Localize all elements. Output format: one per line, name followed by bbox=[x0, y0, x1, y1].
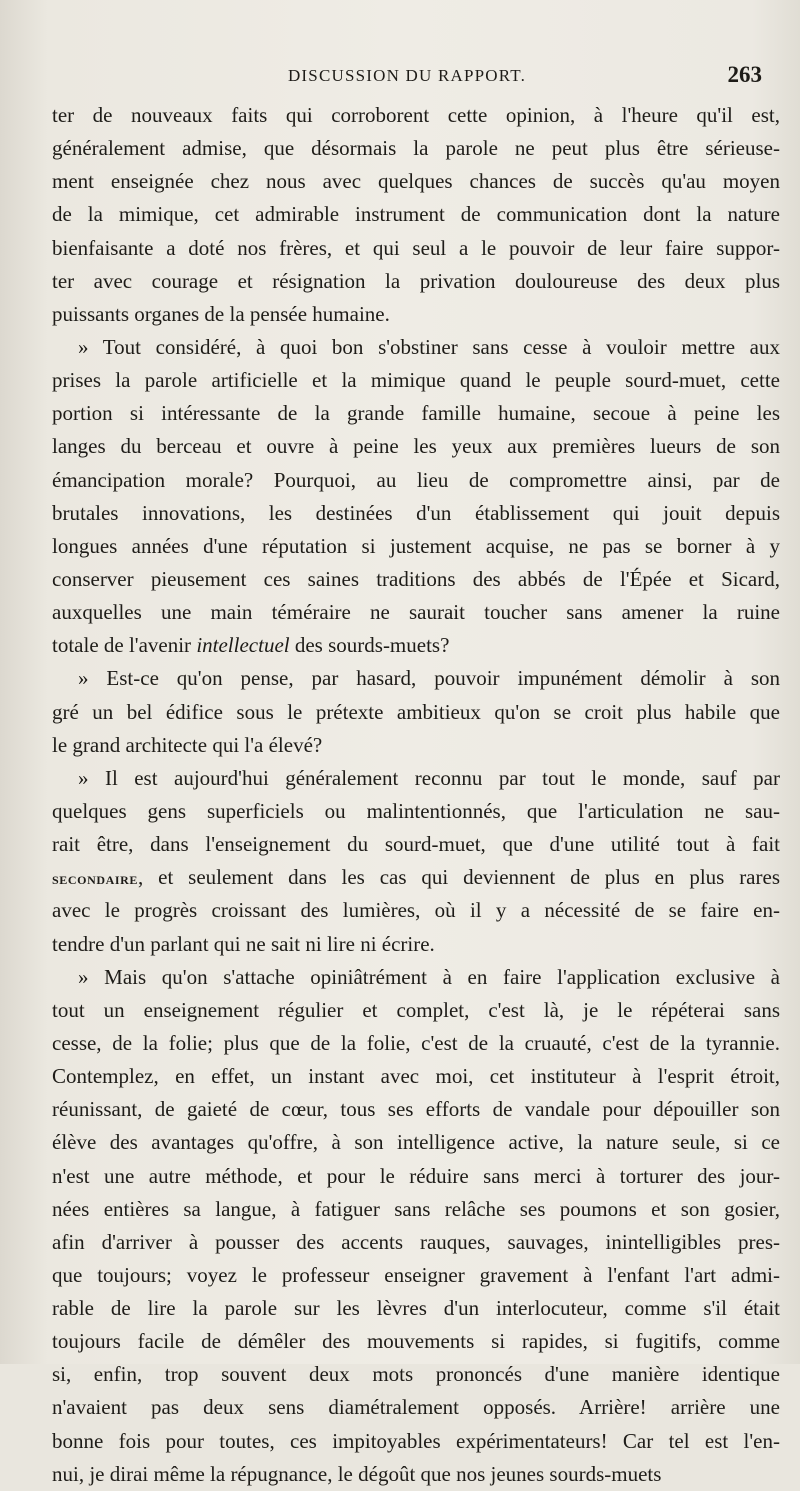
text-line: ment enseignée chez nous avec quelques chances de succès qu'au moyen bbox=[52, 169, 780, 194]
text-line: tendre d'un parlant qui ne sait ni lire ni écrire. bbox=[52, 931, 435, 956]
text-line: le grand architecte qui l'a élevé? bbox=[52, 732, 323, 757]
text-line: gré un bel édifice sous le prétexte ambitieux qu'on se croit plus habile que bbox=[52, 699, 780, 724]
small-caps-word: secondaire bbox=[52, 869, 139, 889]
text-line: auxquelles une main téméraire ne saurait toucher sans amener la ruine bbox=[52, 600, 780, 625]
text-line: n'est une autre méthode, et pour le réduire sans merci à torturer des jour- bbox=[52, 1163, 780, 1188]
text-line: de la mimique, cet admirable instrument de communication dont la nature bbox=[52, 202, 780, 227]
text-line: réunissant, de gaieté de cœur, tous ses efforts de vandale pour dépouiller son bbox=[52, 1097, 780, 1122]
text-line: brutales innovations, les destinées d'un établissement qui jouit depuis bbox=[52, 500, 780, 525]
text-line: généralement admise, que désormais la parole ne peut plus être sérieuse- bbox=[52, 136, 780, 161]
text-line: afin d'arriver à pousser des accents rauques, sauvages, inintelligibles pres- bbox=[52, 1229, 780, 1254]
text-line bbox=[52, 629, 780, 662]
text-line: émancipation morale? Pourquoi, au lieu de compromettre ainsi, par de bbox=[52, 467, 780, 492]
text-line: nui, je dirai même la répugnance, le dégoût que nos jeunes sourds-muets bbox=[52, 1461, 662, 1486]
text-line: » Est-ce qu'on pense, par hasard, pouvoir impunément démolir à son bbox=[78, 666, 780, 691]
text-segment: totale de l'avenir bbox=[52, 633, 197, 658]
text-line: avec le progrès croissant des lumières, où il y a nécessité de se faire en- bbox=[52, 898, 780, 923]
text-line: ter de nouveaux faits qui corroborent cette opinion, à l'heure qu'il est, bbox=[52, 103, 780, 127]
text-line: prises la parole artificielle et la mimique quand le peuple sourd-muet, cette bbox=[52, 368, 780, 393]
text-line: longues années d'une réputation si justement acquise, ne pas se borner à y bbox=[52, 533, 780, 558]
text-line: toujours facile de démêler des mouvements si rapides, si fugitifs, comme bbox=[52, 1329, 780, 1354]
text-line: » Tout considéré, à quoi bon s'obstiner sans cesse à vouloir mettre aux bbox=[78, 334, 780, 359]
text-line: Contemplez, en effet, un instant avec moi, cet instituteur à l'esprit étroit, bbox=[52, 1064, 780, 1089]
text-line: élève des avantages qu'offre, à son intelligence active, la nature seule, si ce bbox=[52, 1130, 780, 1155]
text-segment: des sourds-muets? bbox=[289, 633, 450, 658]
text-line: que toujours; voyez le professeur enseigner gravement à l'enfant l'art admi- bbox=[52, 1262, 780, 1287]
text-line: » Mais qu'on s'attache opiniâtrément à en faire l'application exclusive à bbox=[78, 964, 780, 989]
text-line: si, enfin, trop souvent deux mots prononcés d'une manière identique bbox=[52, 1362, 780, 1387]
text-line: bonne fois pour toutes, ces impitoyables expérimentateurs! Car tel est l'en- bbox=[52, 1428, 780, 1453]
text-line: ter avec courage et résignation la privation douloureuse des deux plus bbox=[52, 268, 780, 293]
text-line: rable de lire la parole sur les lèvres d'un interlocuteur, comme s'il était bbox=[52, 1296, 780, 1321]
running-title: DISCUSSION DU RAPPORT. bbox=[287, 66, 527, 85]
text-line: conserver pieusement ces saines traditions des abbés de l'Épée et Sicard, bbox=[52, 566, 780, 591]
text-line: portion si intéressante de la grande famille humaine, secoue à peine les bbox=[52, 401, 780, 426]
text-segment: , et seulement dans les cas qui deviennent de plus en plus rares bbox=[138, 865, 780, 890]
text-line: » Il est aujourd'hui généralement reconnu par tout le monde, sauf par bbox=[78, 765, 780, 790]
text-line: cesse, de la folie; plus que de la folie, c'est de la cruauté, c'est de la tyrannie. bbox=[52, 1030, 780, 1055]
text-line bbox=[52, 861, 780, 894]
page-number: 263 bbox=[727, 62, 762, 87]
text-line: langes du berceau et ouvre à peine les yeux aux premières lueurs de son bbox=[52, 434, 780, 459]
text-line: rait être, dans l'enseignement du sourd-muet, que d'une utilité tout à fait bbox=[52, 832, 780, 857]
italic-word: intellectuel bbox=[196, 633, 290, 658]
text-line: bienfaisante a doté nos frères, et qui seul a le pouvoir de leur faire suppor- bbox=[52, 235, 780, 260]
text-line: nées entières sa langue, à fatiguer sans relâche ses poumons et son gosier, bbox=[52, 1196, 780, 1221]
text-line: tout un enseignement régulier et complet, c'est là, je le répéterai sans bbox=[52, 997, 780, 1022]
text-line: n'avaient pas deux sens diamétralement opposés. Arrière! arrière une bbox=[52, 1395, 780, 1420]
body-text bbox=[52, 99, 780, 1491]
page-header bbox=[52, 62, 762, 92]
text-line: quelques gens superficiels ou malintentionnés, que l'articulation ne sau- bbox=[52, 798, 780, 823]
text-line: puissants organes de la pensée humaine. bbox=[52, 301, 390, 326]
